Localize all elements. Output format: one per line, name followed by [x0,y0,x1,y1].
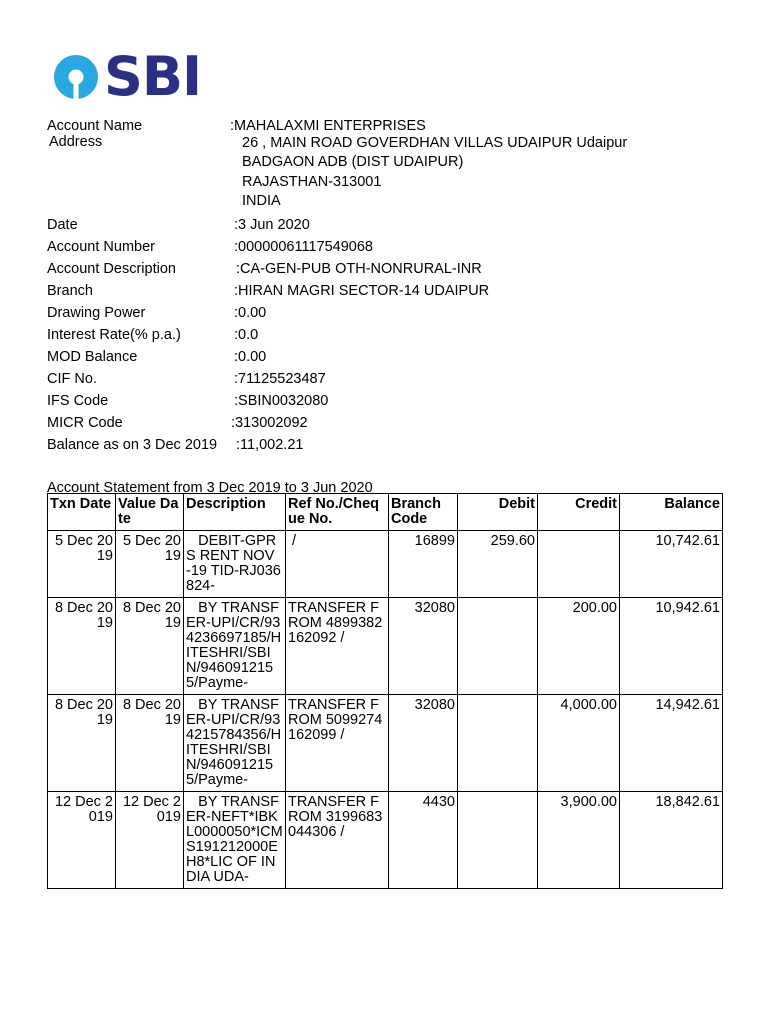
table-row [48,695,723,792]
ref-cheque-no: / [286,531,389,598]
credit: 200.00 [538,598,620,695]
txn-date: 8 Dec 2019 [48,695,116,792]
balance: 10,742.61 [620,531,723,598]
branch-code: 4430 [389,792,458,889]
drawing-power-value: :0.00 [234,305,267,321]
account-description-label: Account Description [47,261,176,277]
balance: 18,842.61 [620,792,723,889]
header-balance: Balance [620,494,723,531]
opening-balance-label: Balance as on 3 Dec 2019 [47,437,218,453]
branch-value: :HIRAN MAGRI SECTOR-14 UDAIPUR [234,283,490,299]
interest-rate-label: Interest Rate(% p.a.) [47,327,181,343]
description: BY TRANSFER-UPI/CR/934215784356/HITESHRI/SBIN/9460912155/Payme- [184,695,286,792]
ref-cheque-no: TRANSFER FROM 4899382162092 / [286,598,389,695]
balance: 10,942.61 [620,598,723,695]
debit [458,695,538,792]
drawing-power-label: Drawing Power [47,305,146,321]
header-credit: Credit [538,494,620,531]
account-name-value: :MAHALAXMI ENTERPRISES [230,118,426,134]
account-description-value: :CA-GEN-PUB OTH-NONRURAL-INR [236,261,482,277]
sbi-logo-text: SBI [104,45,202,108]
address-label: Address [49,134,103,150]
txn-date: 8 Dec 2019 [48,598,116,695]
micr-code-label: MICR Code [47,415,123,431]
debit [458,598,538,695]
sbi-logo [54,45,202,108]
header-branch-code: Branch Code [389,494,458,531]
balance: 14,942.61 [620,695,723,792]
header-debit: Debit [458,494,538,531]
value-date: 5 Dec 2019 [116,531,184,598]
description: DEBIT-GPRS RENT NOV -19 TID-RJ036824- [184,531,286,598]
header-description: Description [184,494,286,531]
header-txn-date: Txn Date [48,494,116,531]
opening-balance-value: :11,002.21 [236,437,304,453]
value-date: 8 Dec 2019 [116,695,184,792]
address-line-2: BADGAON ADB (DIST UDAIPUR) [242,154,464,170]
debit [458,792,538,889]
ifs-code-value: :SBIN0032080 [234,393,329,409]
account-number-value: :00000061117549068 [234,239,373,255]
credit [538,531,620,598]
date-label: Date [47,217,78,233]
cif-number-label: CIF No. [47,371,97,387]
branch-code: 32080 [389,695,458,792]
cif-number-value: :71125523487 [234,371,326,387]
value-date: 8 Dec 2019 [116,598,184,695]
account-number-label: Account Number [47,239,155,255]
micr-code-value: :313002092 [231,415,308,431]
statement-title: Account Statement from 3 Dec 2019 to 3 Jun 2020 [47,480,373,496]
date-value: :3 Jun 2020 [234,217,310,233]
ref-cheque-no: TRANSFER FROM 3199683044306 / [286,792,389,889]
value-date: 12 Dec 2019 [116,792,184,889]
table-row [48,792,723,889]
txn-date: 12 Dec 2019 [48,792,116,889]
mod-balance-label: MOD Balance [47,349,138,365]
table-row [48,598,723,695]
description: BY TRANSFER-UPI/CR/934236697185/HITESHRI/SBIN/9460912155/Payme- [184,598,286,695]
branch-code: 32080 [389,598,458,695]
debit: 259.60 [458,531,538,598]
credit: 3,900.00 [538,792,620,889]
branch-label: Branch [47,283,93,299]
header-value-date: Value Date [116,494,184,531]
address-line-3: RAJASTHAN-313001 [242,174,382,190]
address-line-1: 26 , MAIN ROAD GOVERDHAN VILLAS UDAIPUR Udaipur [242,135,628,151]
header-ref-cheque-no: Ref No./Cheque No. [286,494,389,531]
account-name-label: Account Name [47,118,143,134]
sbi-keyhole-icon [54,55,98,99]
mod-balance-value: :0.00 [234,349,267,365]
address-line-4: INDIA [242,193,281,209]
table-header-row [48,494,723,531]
transactions-table [47,493,723,889]
branch-code: 16899 [389,531,458,598]
description: BY TRANSFER-NEFT*IBKL0000050*ICMS191212000EH8*LIC OF INDIA UDA- [184,792,286,889]
table-row [48,531,723,598]
txn-date: 5 Dec 2019 [48,531,116,598]
interest-rate-value: :0.0 [234,327,259,343]
credit: 4,000.00 [538,695,620,792]
ref-cheque-no: TRANSFER FROM 5099274162099 / [286,695,389,792]
ifs-code-label: IFS Code [47,393,109,409]
